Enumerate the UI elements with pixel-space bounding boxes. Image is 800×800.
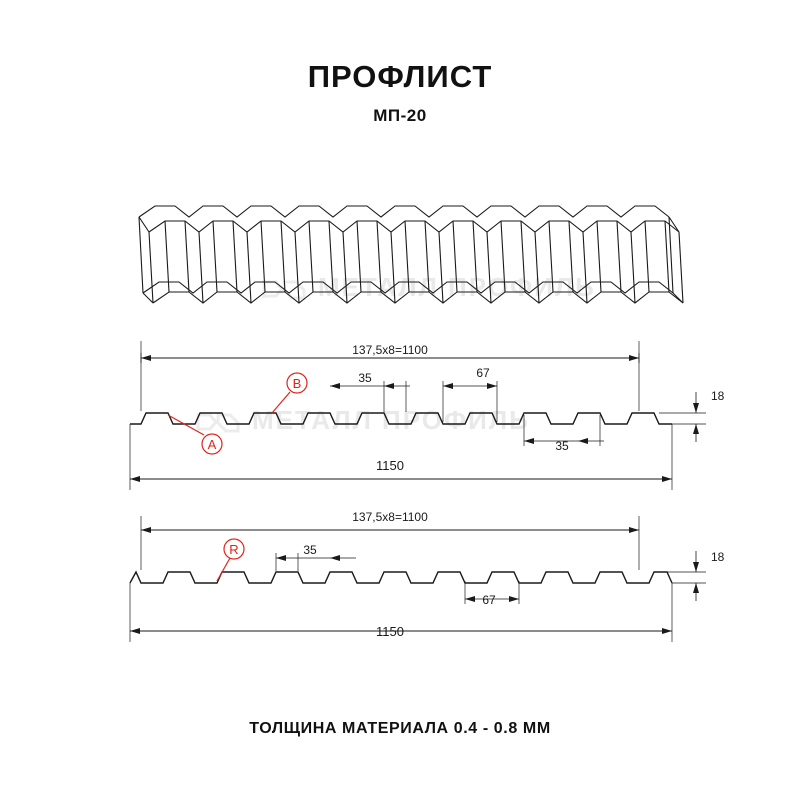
isometric-profile-view [139, 206, 683, 303]
dim-a-rib-top: 35 [358, 371, 372, 385]
dim-a-bottom: 1150 [376, 458, 404, 473]
dim-b-top: 137,5х8=1100 [352, 510, 428, 524]
page-title: ПРОФЛИСТ [307, 59, 493, 94]
page-subtitle: МП-20 [373, 106, 427, 126]
dim-b-rib-top: 35 [303, 543, 317, 557]
dim-a-rib-bottom: 35 [555, 439, 569, 453]
dim-a-top: 137,5х8=1100 [352, 343, 428, 357]
dim-b-valley: 67 [482, 593, 496, 607]
callout-b-label: B [292, 376, 302, 391]
callout-r-label: R [229, 542, 239, 557]
section-view-b [130, 516, 706, 642]
dim-a-height: 18 [711, 389, 725, 403]
watermark-middle-label: МЕТАЛЛ ПРОФИЛЬ [252, 405, 530, 435]
material-thickness-note: ТОЛЩИНА МАТЕРИАЛА 0.4 - 0.8 ММ [249, 720, 551, 737]
callout-a-label: A [207, 437, 217, 452]
dim-b-bottom: 1150 [376, 624, 404, 639]
dim-b-height: 18 [711, 550, 725, 564]
dim-a-valley: 67 [476, 366, 490, 380]
watermark-top-label: МЕТАЛЛ ПРОФИЛЬ [318, 272, 596, 302]
section-view-a [130, 341, 706, 490]
